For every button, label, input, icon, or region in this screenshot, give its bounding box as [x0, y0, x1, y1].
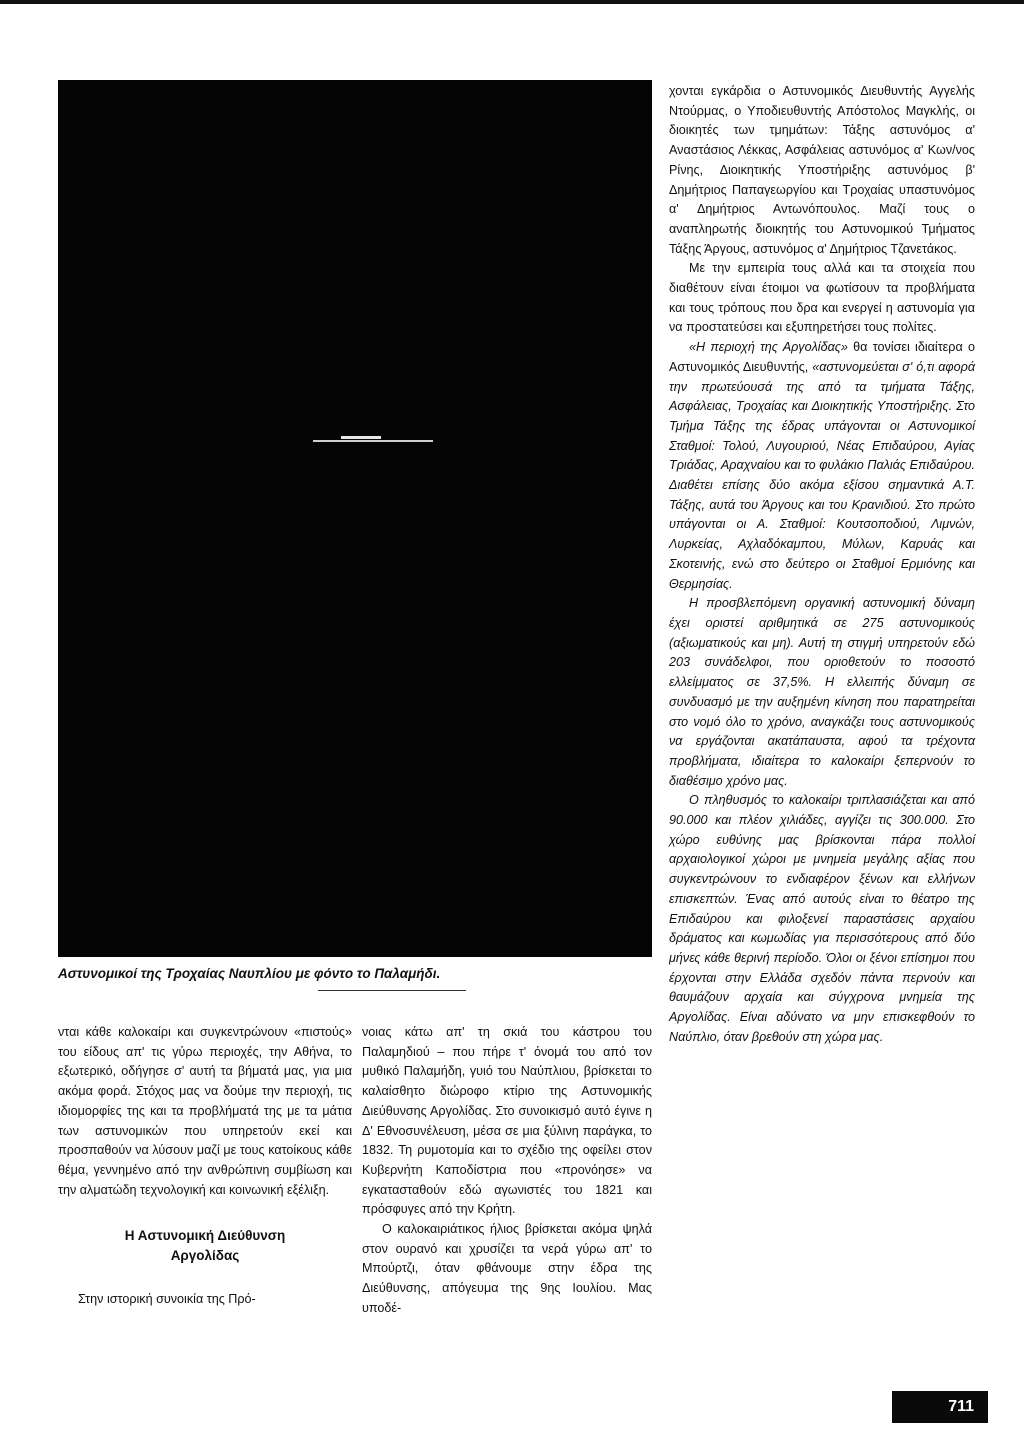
quote-lead: «Η περιοχή της Αργολίδας» [689, 340, 848, 355]
photo-highlight [313, 440, 433, 442]
page-number: 711 [892, 1391, 988, 1423]
photo-highlight [341, 436, 381, 439]
quote-paragraph [669, 338, 975, 594]
quote-paragraph [669, 594, 975, 791]
paragraph: χονται εγκάρδια ο Αστυνομικός Διευθυντής Αγγελής Ντούρμας, ο Υποδιευθυντής Απόστολος Μαγκλής, οι διοικητές των τμημάτων: Τάξης αστυνόμος α' Αναστάσιος Λέκκας, Ασφάλειας αστυνόμος α' Κων/νος Ρίνης, Διοικητικής Υποστήριξης αστυνόμος β' Δημήτριος Παπαγεωργίου και Τροχαίας υπαστυνόμος α' Δημήτριος Αντωνόπουλος. Μαζί τους ο αναπληρωτής διοικητής του Αστυνομικού Τμήματος Τάξης Άργους, αστυνόμος α' Δημήτριος Τζανετάκος. [669, 84, 975, 256]
paragraph: νται κάθε καλοκαίρι και συγκεντρώνουν «πιστούς» του είδους απ' τις γύρω περιοχές, την Αθήνα, το εξωτερικό, οδήγησε σ' αυτή τα βήματά μας, για μια ακόμα φορά. Στόχος μας να δούμε την περιοχή, τις ιδιομορφίες της και τα προβλήματά της με τα μάτια των αστυνομικών που υπηρετούν εκεί και προσπαθούν να λύσουν μαζί με τους κατοίκους κάθε θέμα, γεννημένο από την ανθρώπινη συμβίωση και την αλματώδη τεχνολογική και κοινωνική εξέλιξη. [58, 1025, 352, 1197]
paragraph: νοιας κάτω απ' τη σκιά του κάστρου του Παλαμηδιού – που πήρε τ' όνομά του από τον μυθικό Παλαμήδη, γυιό του Ναύπλιου, βρίσκεται το καλαίσθητο διώροφο κτίριο της Αστυνομικής Διεύθυνσης Αργολίδας. Στο συνοικισμό αυτό έγινε η Δ' Εθνοσυνέλευση, μέσα σε μια ξύλινη παράγκα, το 1832. Τη ρυμοτομία και το σχέδιο της οφείλει στον Κυβερνήτη Καποδίστρια που «προνόησε» να εγκατασταθούν εδώ αγωνιστές του 1821 και πρόσφυγες από την Κρήτη. [362, 1025, 652, 1217]
section-heading-line: Η Αστυνομική Διεύθυνση [124, 1228, 286, 1244]
paragraph: Με την εμπειρία τους αλλά και τα στοιχεία που διαθέτουν είναι έτοιμοι να φωτίσουν τα προβλήματα και τους τρόπους που δρα και ενεργεί η αστυνομία για να προστατεύσει και εξυπηρετήσει τους πολίτες. [669, 261, 975, 335]
article-photo [58, 80, 652, 957]
section-heading [58, 1226, 352, 1266]
quote-body: Η ελλειπής δύναμη σε συνδυασμό με την αυξημένη κίνηση που παρατηρείται στο νομό όλο το χρόνο, αναγκάζει τους αστυνομικούς να εργάζονται ακατάπαυστα, αφού τα τρέχοντα προβλήματα, ιδιαίτερα το καλοκαίρι ξεπερνούν το διαθέσιμο χρόνο μας. [669, 675, 975, 788]
quote-body: Η προσβλεπόμενη οργανική αστυνομική δύναμη έχει οριστεί αριθμητικά σε 275 αστυνομικούς (αξιωματικούς και μη). Αυτή τη στιγμή υπηρετούν εδώ 203 συνάδελφοι, που οριοθετούν το ποσοστό ελλείμματος σε 37,5%. [669, 596, 975, 690]
paragraph: Ο καλοκαιριάτικος ήλιος βρίσκεται ακόμα ψηλά στον ουρανό και χρυσίζει τα νερά γύρω απ' το Μπούρτζι, όταν φθάνουμε στην έδρα της Διεύθυνσης, απόγευμα της 9ης Ιουλίου. Μας υποδέ- [362, 1222, 652, 1315]
caption-divider [318, 990, 466, 991]
photo-caption: Αστυνομικοί της Τροχαίας Ναυπλίου με φόντο το Παλαμήδι. [58, 966, 441, 981]
middle-text-column [362, 1023, 652, 1319]
top-edge-bar [0, 0, 1024, 4]
section-heading-line: Αργολίδας [170, 1248, 240, 1264]
left-text-column [58, 1023, 352, 1310]
quote-attribution: θα τονίσει ιδιαίτερα ο Αστυνομικός Διευθυντής, [669, 340, 975, 374]
right-text-column [669, 82, 975, 1047]
quote-paragraph: Ο πληθυσμός το καλοκαίρι τριπλασιάζεται και από 90.000 και πλέον χιλιάδες, αγγίζει τις 300.000. Στο χώρο ευθύνης μας βρίσκονται πάρα πολλοί αρχαιολογικοί χώροι με μνημεία μεγάλης αξίας που συγκεντρώνουν το ενδιαφέρον ξένων και ελλήνων επισκεπτών. Ένας από αυτούς είναι το θέατρο της Επιδαύρου και φιλοξενεί παραστάσεις αρχαίου δράματος και κωμωδίας για περισσότερους από δύο μήνες κάθε θερινή περίοδο. Όλοι οι ξένοι επίσημοι που έρχονται στην Ελλάδα σχεδόν πάντα περνούν και θαυμάζουν αρχαία και σύγχρονα μνημεία της Αργολίδας. Είναι αδύνατο να μην επισκεφθούν το Ναύπλιο, όταν βρεθούν στη χώρα μας. [669, 793, 975, 1044]
quote-body: «αστυνομεύεται σ' ό,τι αφορά την πρωτεύουσά της από τα τμήματα Τάξης, Ασφάλειας, Τροχαίας και Διοικητικής Υποστήριξης. Στο Τμήμα Τάξης της έδρας υπάγονται οι Αστυνομικοί Σταθμοί: Τολού, Λυγουριού, Νέας Επιδαύρου, Αγίας Τριάδας, Αραχναίου και το φυλάκιο Παλιάς Επιδαύρου. Διαθέτει επίσης δύο ακόμα εξίσου σημαντικά Α.Τ. Τάξης, αυτά του Άργους και του Κρανιδιού. Στο πρώτο υπάγονται οι Α. Σταθμοί: Κουτσοποδιού, Λιμνών, Λυρκείας, Αχλαδόκαμπου, Μύλων, Καρυάς και Σκοτεινής, ενώ στο δεύτερο οι Σταθμοί Ερμιόνης και Θερμησίας. [669, 359, 975, 591]
paragraph: Στην ιστορική συνοικία της Πρό- [78, 1292, 256, 1307]
